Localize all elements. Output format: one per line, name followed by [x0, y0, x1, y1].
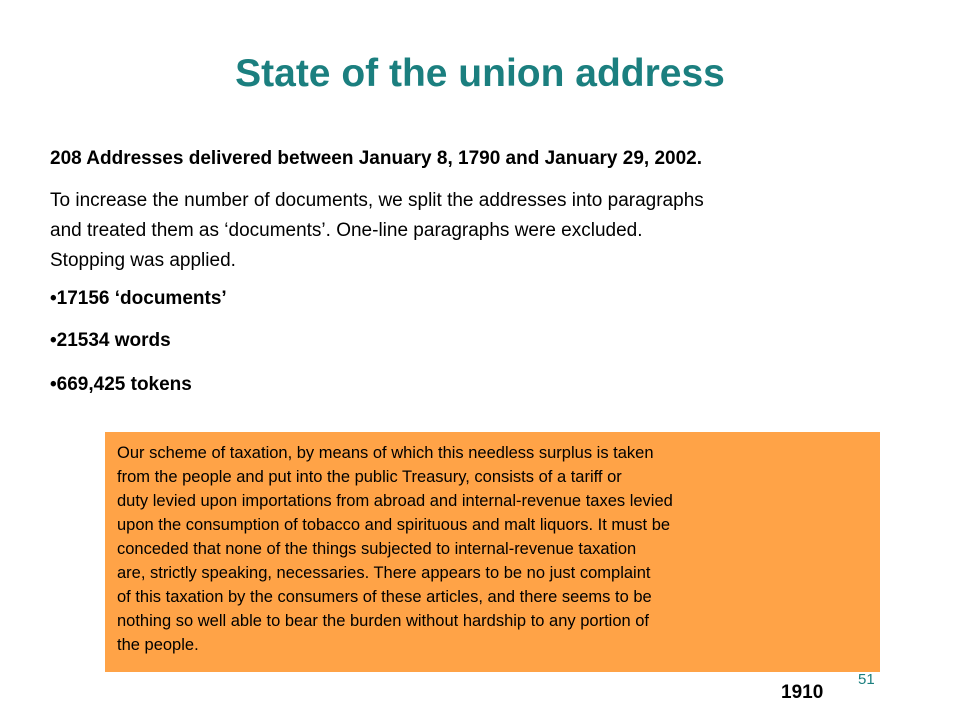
method-line: and treated them as ‘documents’. One-line paragraphs were excluded. — [50, 220, 643, 241]
quote-line: Our scheme of taxation, by means of which this needless surplus is taken — [117, 444, 654, 462]
quote-line: nothing so well able to bear the burden without hardship to any portion of — [117, 612, 650, 630]
quote-line: are, strictly speaking, necessaries. There appears to be no just complaint — [117, 564, 651, 582]
quote-line: from the people and put into the public Treasury, consists of a tariff or — [117, 468, 622, 486]
quote-line: conceded that none of the things subjected to internal-revenue taxation — [117, 540, 637, 558]
bullet-tokens: •669,425 tokens — [50, 374, 192, 395]
slide-title: State of the union address — [235, 52, 725, 95]
bullet-documents: •17156 ‘documents’ — [50, 288, 227, 309]
page-number: 51 — [858, 671, 875, 688]
quote-line: of this taxation by the consumers of these articles, and there seems to be — [117, 588, 652, 606]
intro-text: 208 Addresses delivered between January 8, 1790 and January 29, 2002. — [50, 148, 702, 169]
method-paragraph — [50, 186, 890, 276]
method-line: Stopping was applied. — [50, 250, 236, 271]
bullet-words: •21534 words — [50, 330, 171, 351]
quote-line: the people. — [117, 636, 199, 654]
quote-year: 1910 — [781, 682, 824, 703]
quote-box — [105, 432, 880, 672]
quote-line: duty levied upon importations from abroad and internal-revenue taxes levied — [117, 492, 673, 510]
method-line: To increase the number of documents, we split the addresses into paragraphs — [50, 190, 704, 211]
quote-line: upon the consumption of tobacco and spirituous and malt liquors. It must be — [117, 516, 671, 534]
